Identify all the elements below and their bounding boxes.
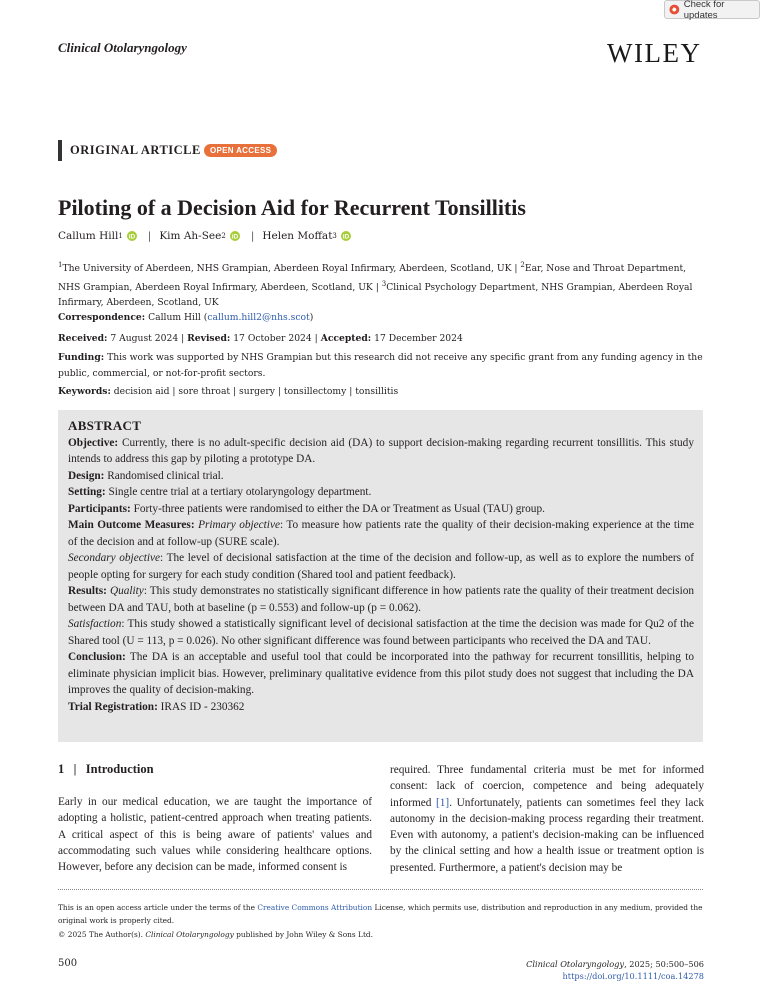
funding-text: This work was supported by NHS Grampian but this research did not receive any specific grant from any funding agency in the public, commercial, or not-for-profit sectors. — [58, 352, 703, 379]
revised-label: Revised: — [187, 333, 231, 344]
affiliations — [58, 258, 704, 311]
body-text-left-column: Early in our medical education, we are taught the importance of adopting a holistic, patient-centred approach when treating patients. A critical aspect of this is being aware of patients' values and accommodating such values while considering healthcare options. However, before any decision can be made, informed consent is — [58, 796, 372, 874]
orcid-icon[interactable] — [230, 231, 240, 241]
abstract-text: Randomised clinical trial. — [107, 469, 224, 482]
correspondence — [58, 310, 704, 326]
abstract-sublabel: Secondary objective — [68, 552, 161, 564]
orcid-icon[interactable] — [341, 231, 351, 241]
abstract-label: Conclusion: — [68, 651, 126, 663]
abstract-setting — [68, 484, 694, 501]
abstract-text: : This study showed a statistically significant level of decisional satisfaction at the time the decision was made for Qu2 of the Shared tool (U = 113, p = 0.026). No other significant difference was found between participants who received the DA and TAU. — [68, 618, 694, 647]
affiliation-sup: 2 — [520, 261, 525, 269]
author-separator: | — [147, 230, 152, 242]
accepted-date: 17 December 2024 — [374, 333, 463, 344]
article-title: Piloting of a Decision Aid for Recurrent Tonsillitis — [58, 195, 526, 220]
author-name[interactable]: Callum Hill — [58, 230, 119, 242]
affiliation: Clinical Psychology Department, NHS Grampian, Aberdeen Royal Infirmary, Aberdeen, Scotland, UK — [58, 281, 693, 309]
affiliation: Ear, Nose and Throat Department, NHS Grampian, Aberdeen Royal Infirmary, Aberdeen, Scotland, UK — [58, 263, 687, 293]
citation-detail: , 2025; 50:500–506 — [624, 959, 704, 969]
abstract-label: Results: — [68, 585, 107, 597]
abstract-results — [68, 583, 694, 616]
page-number: 500 — [58, 958, 78, 969]
author-separator: | — [250, 230, 255, 242]
affiliation: The University of Aberdeen, NHS Grampian, Aberdeen Royal Infirmary, Aberdeen, Scotland, UK — [62, 263, 512, 275]
article-dates — [58, 331, 704, 347]
orcid-icon[interactable] — [127, 231, 137, 241]
license-link[interactable]: Creative Commons Attribution — [257, 903, 373, 912]
body-text: required. Three fundamental criteria must be met for informed consent: lack of coercion, competence and being adequately informed — [390, 764, 704, 809]
license-note — [58, 901, 704, 927]
abstract-label: Setting: — [68, 486, 106, 498]
abstract-secondary — [68, 550, 694, 583]
article-type: ORIGINAL ARTICLE — [70, 143, 201, 157]
author-affiliation-sup: 2 — [221, 232, 226, 240]
abstract-label: Trial Registration: — [68, 700, 158, 713]
abstract-main-outcome — [68, 517, 694, 550]
date-separator: | — [314, 333, 318, 344]
svg-text:iD: iD — [231, 233, 239, 241]
svg-text:iD: iD — [128, 233, 136, 241]
abstract-text: Single centre trial at a tertiary otolaryngology department. — [108, 486, 372, 498]
abstract-text: The DA is an acceptable and useful tool that could be incorporated into the pathway for recurrent tonsillitis, helping to eliminate physician implicit bias. However, preliminary qualitative evidence from this pilot study does not suggest that including the DA improves the quality of decision-making. — [68, 651, 694, 696]
doi-link[interactable]: https://doi.org/10.1111/coa.14278 — [562, 971, 704, 981]
abstract-sublabel: Primary objective — [198, 519, 280, 531]
author-name[interactable]: Helen Moffat — [262, 230, 333, 242]
body-text-right-column — [390, 762, 704, 876]
crossmark-icon — [669, 4, 680, 15]
license-text: License, which permits use, distribution and reproduction in any medium, provided the original work is properly cited. — [58, 903, 703, 925]
abstract-label: Participants: — [68, 502, 131, 515]
abstract-heading: ABSTRACT — [68, 418, 142, 433]
abstract-sublabel: Quality — [109, 585, 144, 597]
keywords-text: decision aid | sore throat | surgery | tonsillectomy | tonsillitis — [113, 386, 399, 397]
correspondence-name: Callum Hill ( — [148, 312, 208, 323]
abstract-trial-registration — [68, 699, 694, 716]
license-text: This is an open access article under the terms of the — [58, 903, 258, 912]
open-access-badge: OPEN ACCESS — [204, 144, 277, 157]
affiliation-sup: 1 — [58, 261, 63, 269]
svg-text:iD: iD — [342, 233, 350, 241]
revised-date: 17 October 2024 — [233, 333, 312, 344]
abstract-satisfaction — [68, 616, 694, 649]
citation-journal: Clinical Otolaryngology — [526, 959, 625, 969]
abstract-label: Design: — [68, 469, 105, 482]
abstract-design — [68, 468, 694, 485]
funding-label: Funding: — [58, 352, 105, 363]
copyright — [58, 930, 373, 939]
correspondence-close: ) — [309, 312, 314, 323]
abstract-text: : The level of decisional satisfaction at the time of the decision and follow-up, as well as to explore the numbers of people opting for surgery for each study condition (Shared tool and patient feedback). — [68, 552, 695, 581]
abstract-objective — [68, 435, 694, 468]
abstract-text: : This study demonstrates no statistically significant difference in how patients rate the quality of their treatment decision between DA and TAU, both at baseline (p = 0.553) and follow-up (p = 0.062). — [68, 585, 694, 614]
funding — [58, 350, 704, 381]
abstract-text: IRAS ID - 230362 — [160, 700, 245, 713]
abstract-text: Forty-three patients were randomised to either the DA or Treatment as Usual (TAU) group. — [133, 502, 545, 515]
correspondence-label: Correspondence: — [58, 312, 146, 323]
journal-name: Clinical Otolaryngology — [58, 40, 187, 55]
affiliation-separator: | — [375, 281, 379, 293]
author-affiliation-sup: 1 — [118, 232, 123, 240]
copyright-text: © 2025 The Author(s). — [58, 930, 146, 939]
publisher-logo: WILEY — [607, 38, 702, 68]
accepted-label: Accepted: — [320, 333, 372, 344]
citation — [526, 958, 704, 982]
abstract-sublabel: Satisfaction — [68, 618, 122, 630]
author-list — [58, 230, 354, 242]
article-type-bar — [58, 140, 62, 161]
footer-divider — [58, 889, 703, 890]
abstract-text: Currently, there is no adult-specific decision aid (DA) to support decision-making regarding recurrent tonsillitis. This study intends to address this gap by piloting a prototype DA. — [68, 436, 694, 465]
abstract-text: : To measure how patients rate the quality of their decision-making experience at the time of the decision and at follow-up (SURE scale). — [68, 519, 694, 548]
keywords-label: Keywords: — [58, 386, 111, 397]
copyright-journal: Clinical Otolaryngology — [145, 930, 234, 939]
keywords — [58, 384, 704, 400]
date-separator: | — [181, 333, 185, 344]
section-heading-introduction: 1 | Introduction — [58, 762, 154, 776]
affiliation-sup: 3 — [381, 279, 387, 288]
correspondence-email-link[interactable]: callum.hill2@nhs.scot — [207, 312, 310, 323]
author-affiliation-sup: 3 — [332, 232, 337, 240]
check-for-updates-label: Check for updates — [683, 0, 725, 21]
check-for-updates-button[interactable] — [664, 0, 760, 19]
author-name[interactable]: Kim Ah-See — [159, 230, 222, 242]
abstract-conclusion — [68, 649, 694, 699]
body-text: . Unfortunately, patients can sometimes feel they lack autonomy in the decision-making process regarding their treatment. Even with autonomy, a patient's decision-making can be influenced by the clinical setting and how a health issue or treatment option is presented. Furthermore, a patient's decision may be — [390, 796, 704, 874]
affiliation-separator: | — [514, 263, 518, 275]
abstract-participants — [68, 501, 694, 518]
received-label: Received: — [58, 333, 108, 344]
abstract-label: Objective: — [68, 436, 119, 449]
abstract-box — [58, 410, 703, 742]
received-date: 7 August 2024 — [110, 333, 179, 344]
reference-link[interactable]: [1] — [436, 796, 450, 809]
abstract-label: Main Outcome Measures: — [68, 519, 195, 531]
copyright-text: published by John Wiley & Sons Ltd. — [233, 930, 374, 939]
